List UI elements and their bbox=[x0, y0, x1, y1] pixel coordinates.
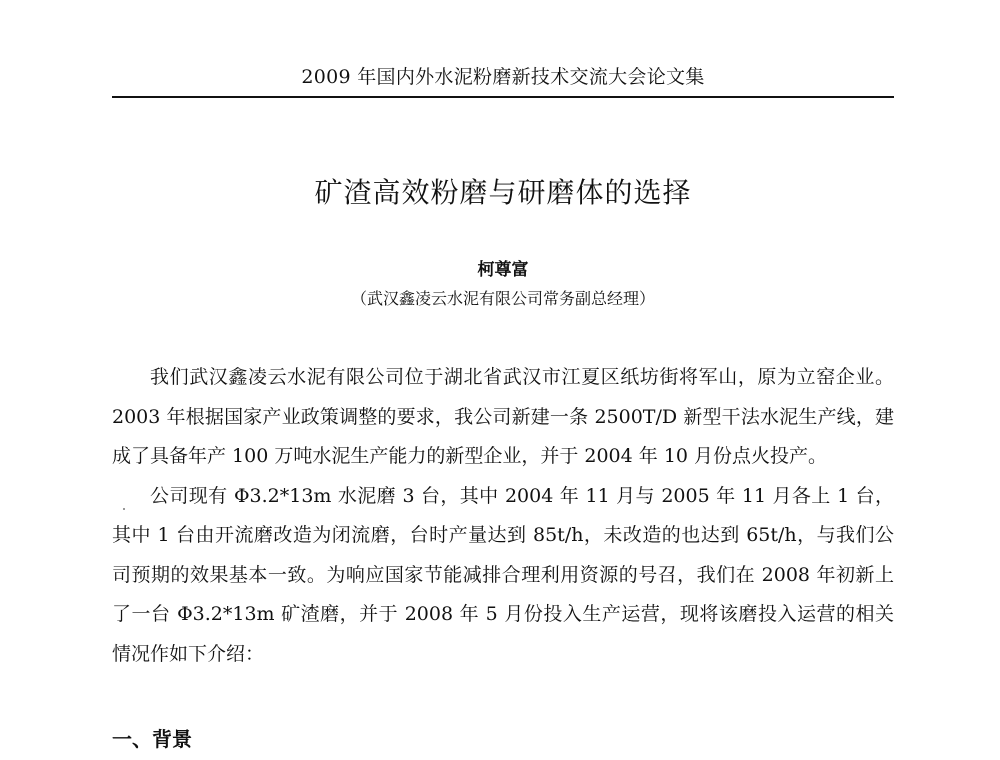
running-header: 2009 年国内外水泥粉磨新技术交流大会论文集 bbox=[301, 66, 705, 88]
article-title: 矿渣高效粉磨与研磨体的选择 bbox=[314, 176, 692, 209]
header-rule bbox=[112, 96, 894, 98]
section-heading: 一、背景 bbox=[112, 727, 192, 751]
body-paragraph: 我们武汉鑫凌云水泥有限公司位于湖北省武汉市江夏区纸坊街将军山，原为立窑企业。2003 年根据国家产业政策调整的要求，我公司新建一条 2500T/D 新型干法水泥生产线，建成了具备年产 100 万吨水泥生产能力的新型企业，并于 2004 年 10 月份点火投产。 bbox=[112, 366, 894, 467]
author-name: 柯尊富 bbox=[477, 260, 529, 280]
article-body bbox=[112, 358, 894, 674]
body-paragraph: 公司现有 Φ3.2*13m 水泥磨 3 台，其中 2004 年 11 月与 2005 年 11 月各上 1 台，其中 1 台由开流磨改造为闭流磨，台时产量达到 85t/h，未改造的也达到 65t/h，与我们公司预期的效果基本一致。为响应国家节能减排合理利用资源的号召，我们在 2008 年初新上了一台 Φ3.2*13m 矿渣磨，并于 2008 年 5 月份投入生产运营，现将该磨投入运营的相关情况作如下介绍： bbox=[112, 484, 894, 665]
scan-speck bbox=[123, 508, 125, 510]
author-affiliation: （武汉鑫凌云水泥有限公司常务副总经理） bbox=[350, 289, 655, 308]
